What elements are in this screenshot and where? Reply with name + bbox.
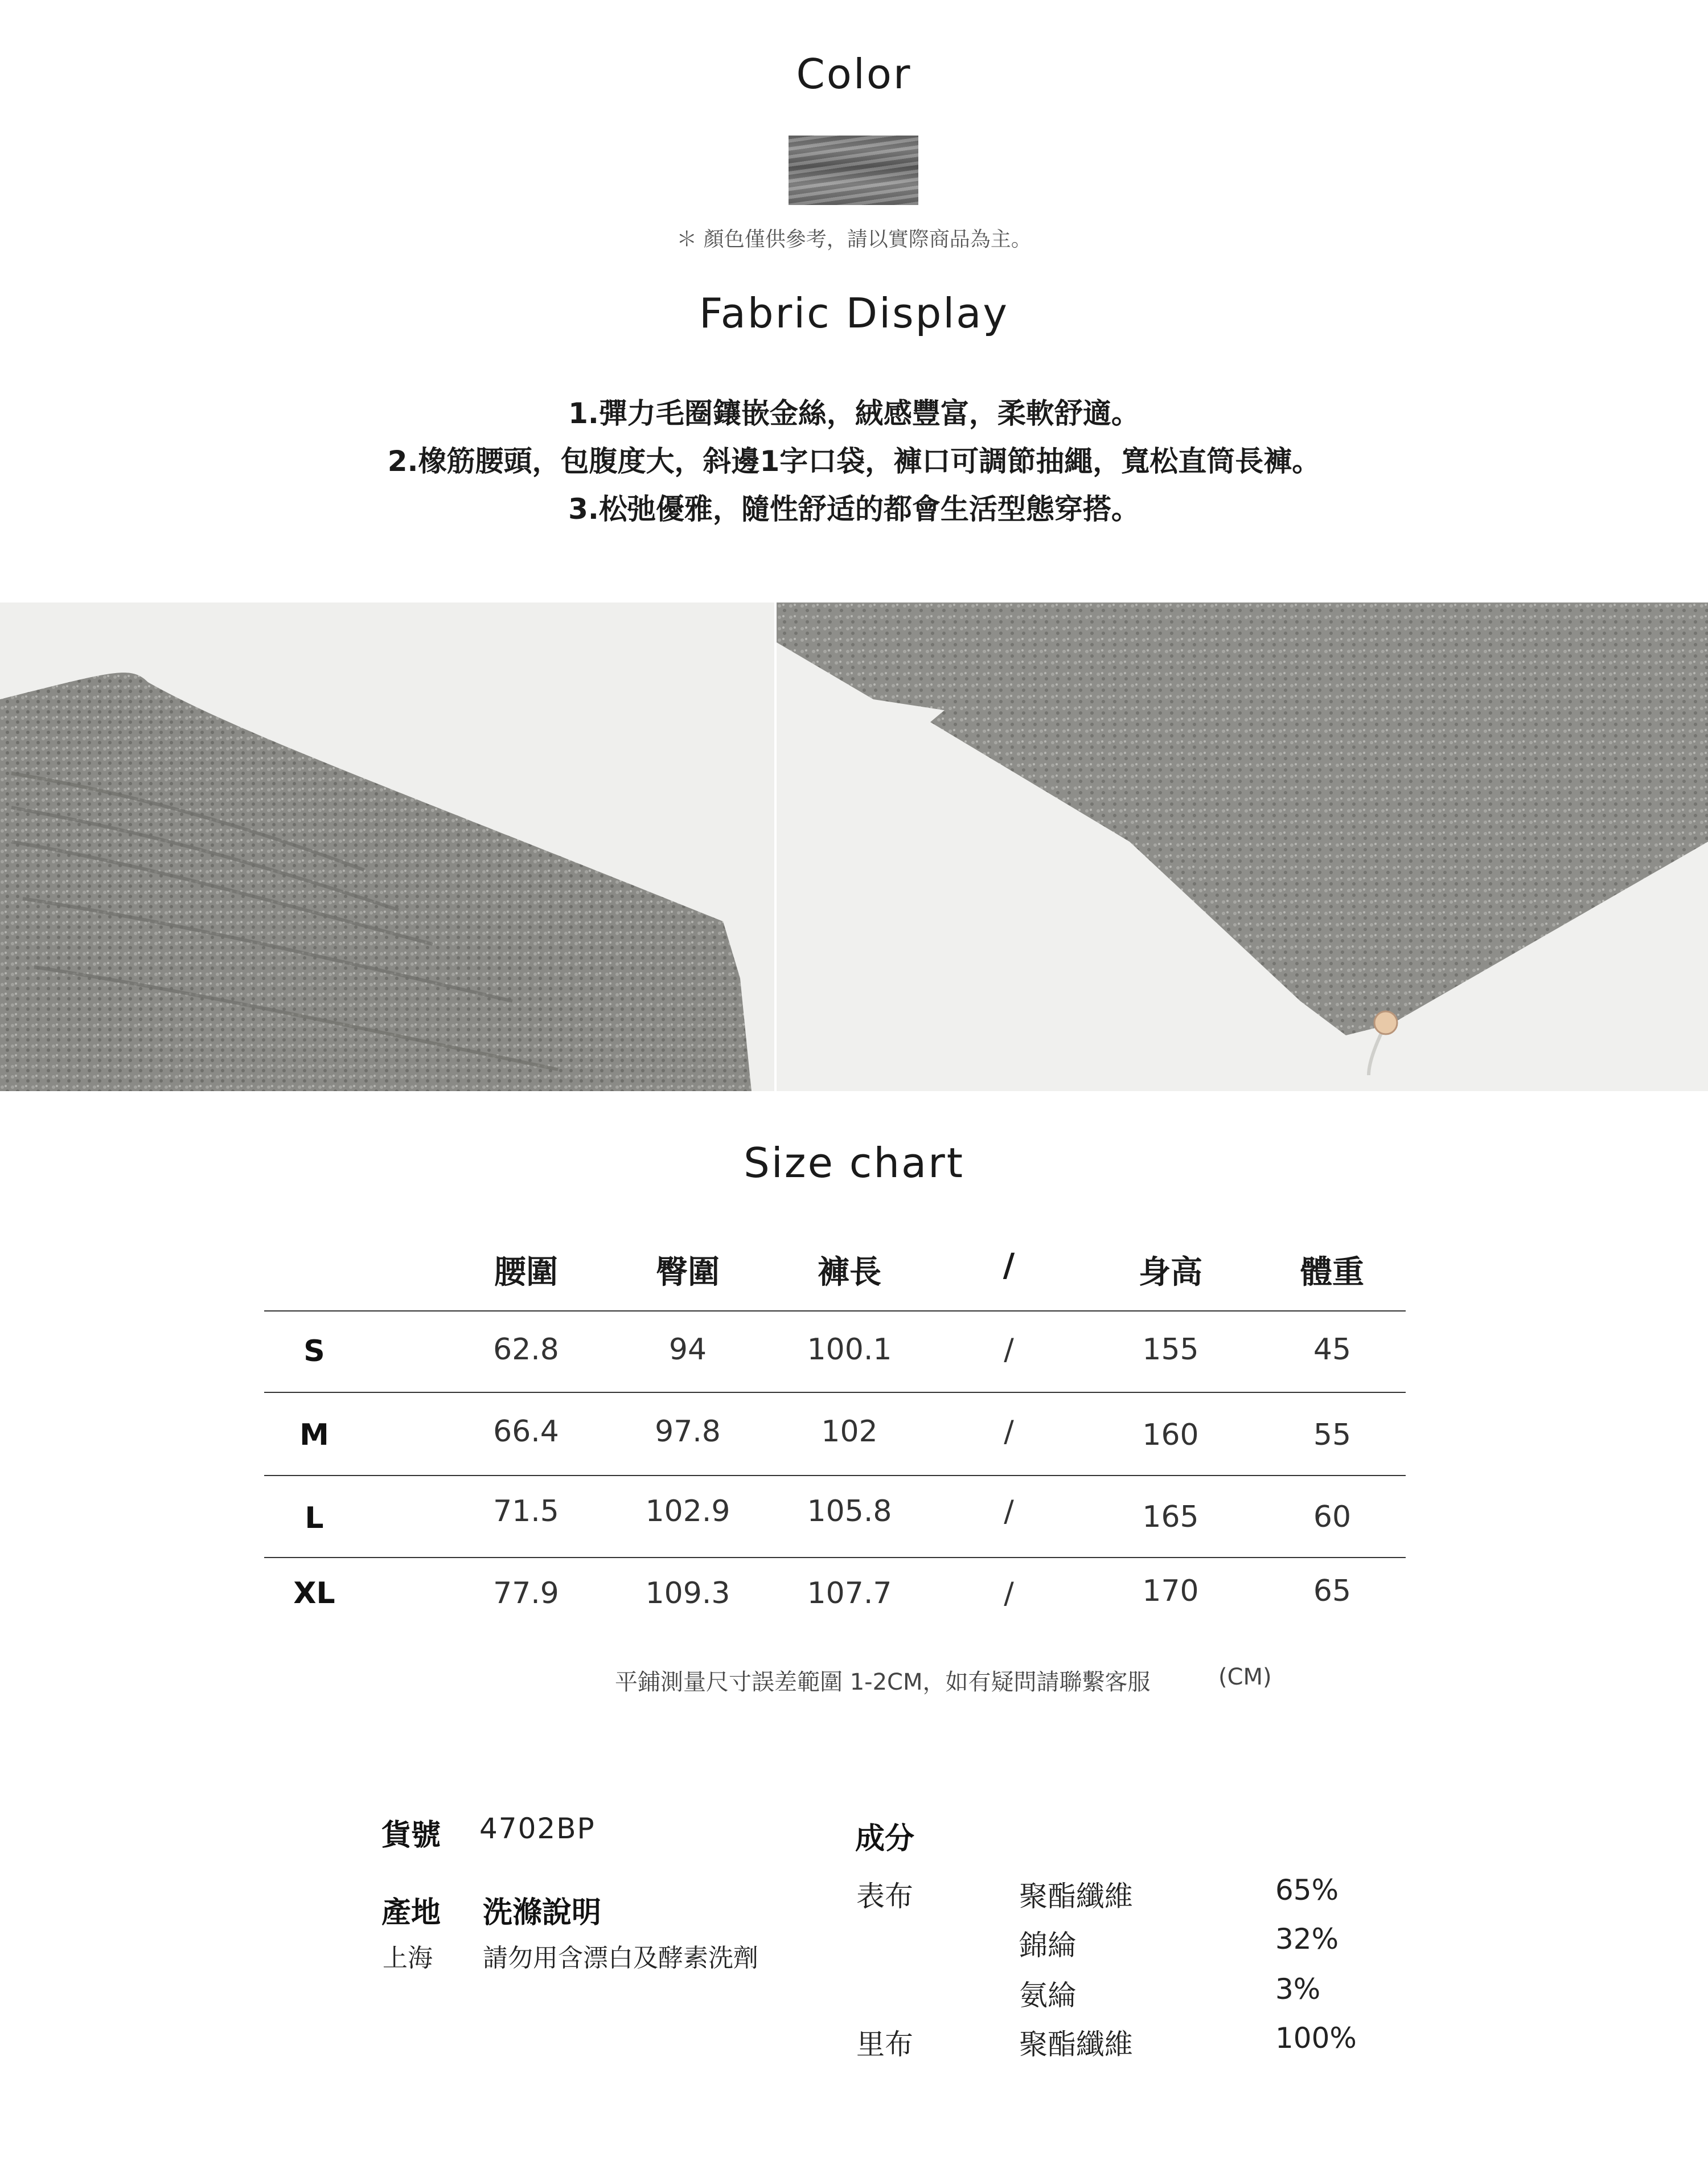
cell: 97.8	[655, 1415, 721, 1449]
row-size-m: M	[299, 1418, 329, 1452]
cell: 102.9	[645, 1494, 730, 1528]
sku-label: 貨號	[381, 1818, 441, 1853]
cell: 71.5	[493, 1494, 559, 1528]
cell: 45	[1313, 1333, 1352, 1367]
composition-percent: 3%	[1275, 1973, 1321, 2006]
composition-material: 聚酯纖維	[1019, 2028, 1133, 2061]
sku-value: 4702BP	[479, 1812, 596, 1845]
header-length: 褲長	[818, 1254, 881, 1291]
color-title: Color	[796, 50, 912, 98]
composition-material: 錦綸	[1019, 1929, 1076, 1962]
cell: 155	[1142, 1333, 1199, 1367]
header-height: 身高	[1139, 1254, 1202, 1291]
cell: 62.8	[493, 1333, 559, 1367]
cell: 165	[1142, 1500, 1199, 1534]
cell: /	[1004, 1415, 1014, 1449]
origin-label: 產地	[381, 1896, 441, 1930]
header-slash: /	[1003, 1247, 1015, 1284]
cell: 55	[1313, 1418, 1352, 1452]
size-chart-unit: (CM)	[1218, 1664, 1272, 1690]
wash-label: 洗滌說明	[483, 1896, 602, 1930]
header-hip: 臀圍	[656, 1254, 720, 1291]
cell: 160	[1142, 1418, 1199, 1452]
cell: 100.1	[807, 1333, 892, 1367]
size-chart-note: 平鋪測量尺寸誤差範圍 1-2CM，如有疑問請聯繫客服	[615, 1669, 1151, 1695]
fabric-photo-hem	[777, 603, 1708, 1091]
cell: /	[1004, 1576, 1014, 1610]
composition-part: 里布	[856, 2028, 913, 2061]
wash-value: 請勿用含漂白及酵素洗劑	[483, 1944, 758, 1973]
cell: 109.3	[645, 1576, 730, 1610]
table-divider	[264, 1310, 1406, 1312]
cell: 105.8	[807, 1494, 892, 1528]
composition-percent: 65%	[1275, 1874, 1339, 1907]
cell: 94	[668, 1333, 707, 1367]
header-waist: 腰圍	[494, 1254, 558, 1291]
header-weight: 體重	[1300, 1254, 1364, 1291]
composition-material: 聚酯纖維	[1019, 1880, 1133, 1913]
cell: 60	[1313, 1500, 1352, 1534]
color-swatch-gray[interactable]	[789, 136, 918, 205]
fabric-line-1: 1.彈力毛圈鑲嵌金絲，絨感豐富，柔軟舒適。	[568, 397, 1140, 430]
row-size-xl: XL	[293, 1576, 335, 1610]
composition-material: 氨綸	[1019, 1979, 1076, 2012]
fabric-photo-waistband	[0, 603, 774, 1091]
row-size-s: S	[303, 1334, 325, 1368]
cell: 107.7	[807, 1576, 892, 1610]
composition-part: 表布	[856, 1880, 913, 1913]
composition-percent: 32%	[1275, 1923, 1339, 1956]
cell: /	[1004, 1494, 1014, 1528]
origin-value: 上海	[383, 1944, 433, 1973]
fabric-title: Fabric Display	[699, 289, 1009, 337]
size-chart-title: Size chart	[744, 1139, 964, 1187]
fabric-line-3: 3.松弛優雅，隨性舒适的都會生活型態穿搭。	[568, 493, 1140, 526]
cell: 170	[1142, 1574, 1199, 1608]
cell: 66.4	[493, 1415, 559, 1449]
row-size-l: L	[305, 1501, 324, 1535]
fabric-line-2: 2.橡筋腰頭，包腹度大，斜邊1字口袋，褲口可調節抽繩，寬松直筒長褲。	[387, 445, 1321, 478]
cell: /	[1004, 1333, 1014, 1367]
cell: 77.9	[493, 1576, 559, 1610]
cell: 102	[821, 1415, 878, 1449]
table-divider	[264, 1392, 1406, 1393]
table-divider	[264, 1557, 1406, 1558]
cell: 65	[1313, 1574, 1352, 1608]
color-note: ＊ 顏色僅供參考，請以實際商品為主。	[676, 228, 1032, 251]
table-divider	[264, 1475, 1406, 1476]
composition-percent: 100%	[1275, 2022, 1357, 2055]
composition-label: 成分	[855, 1822, 915, 1856]
